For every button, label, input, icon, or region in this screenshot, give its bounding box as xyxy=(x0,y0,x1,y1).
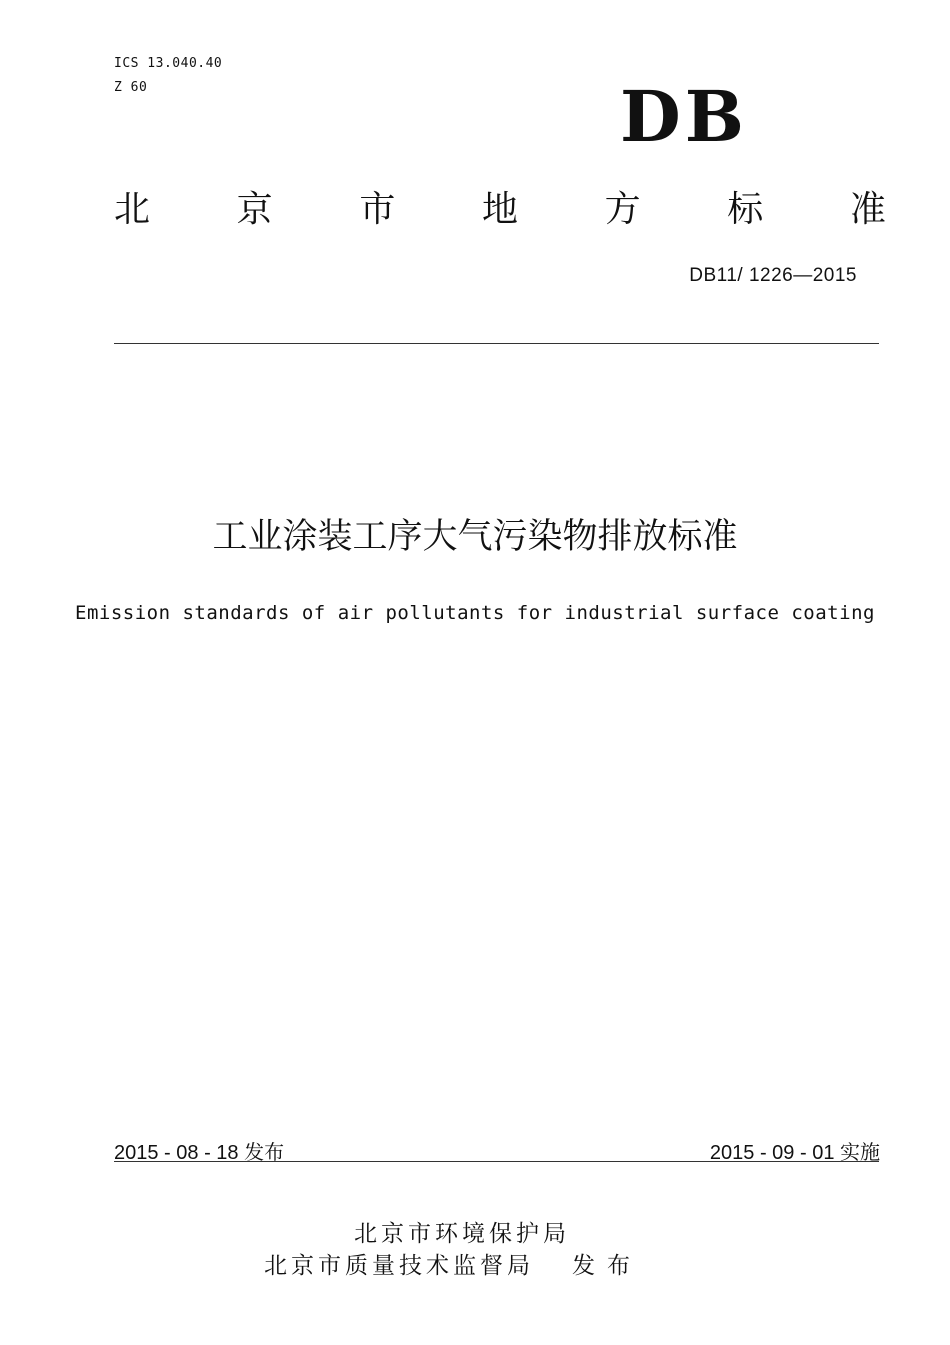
issue-date: 2015 - 08 - 18 发布 xyxy=(114,1142,285,1164)
implementation-date: 2015 - 09 - 01 实施 xyxy=(709,1142,880,1164)
ics-code: ICS 13.040.40 xyxy=(114,56,223,71)
standard-type-char: 方 xyxy=(604,189,641,230)
classification-code: Z 60 xyxy=(114,80,148,95)
publish-label: 发布 xyxy=(572,1253,642,1279)
standard-type-heading xyxy=(114,189,886,230)
footer-divider xyxy=(114,1161,879,1162)
publishers-block xyxy=(264,1218,642,1282)
standard-type-char: 标 xyxy=(727,189,764,230)
standard-type-char: 地 xyxy=(481,189,518,230)
standard-type-char: 市 xyxy=(359,189,396,230)
publisher-row xyxy=(264,1250,642,1282)
standard-type-char: 准 xyxy=(849,189,886,230)
db-logo: DB xyxy=(620,75,748,158)
publisher-quality-bureau: 北京市质量技术监督局 xyxy=(264,1253,534,1279)
english-title: Emission standards of air pollutants for industrial surface coating xyxy=(75,602,875,624)
standard-type-char: 京 xyxy=(236,189,273,230)
header-divider xyxy=(114,343,879,344)
standard-code: DB11/ 1226—2015 xyxy=(689,265,857,286)
standard-type-char: 北 xyxy=(114,189,151,230)
publisher-environment-bureau: 北京市环境保护局 xyxy=(354,1221,570,1247)
chinese-title: 工业涂装工序大气污染物排放标准 xyxy=(212,517,738,557)
